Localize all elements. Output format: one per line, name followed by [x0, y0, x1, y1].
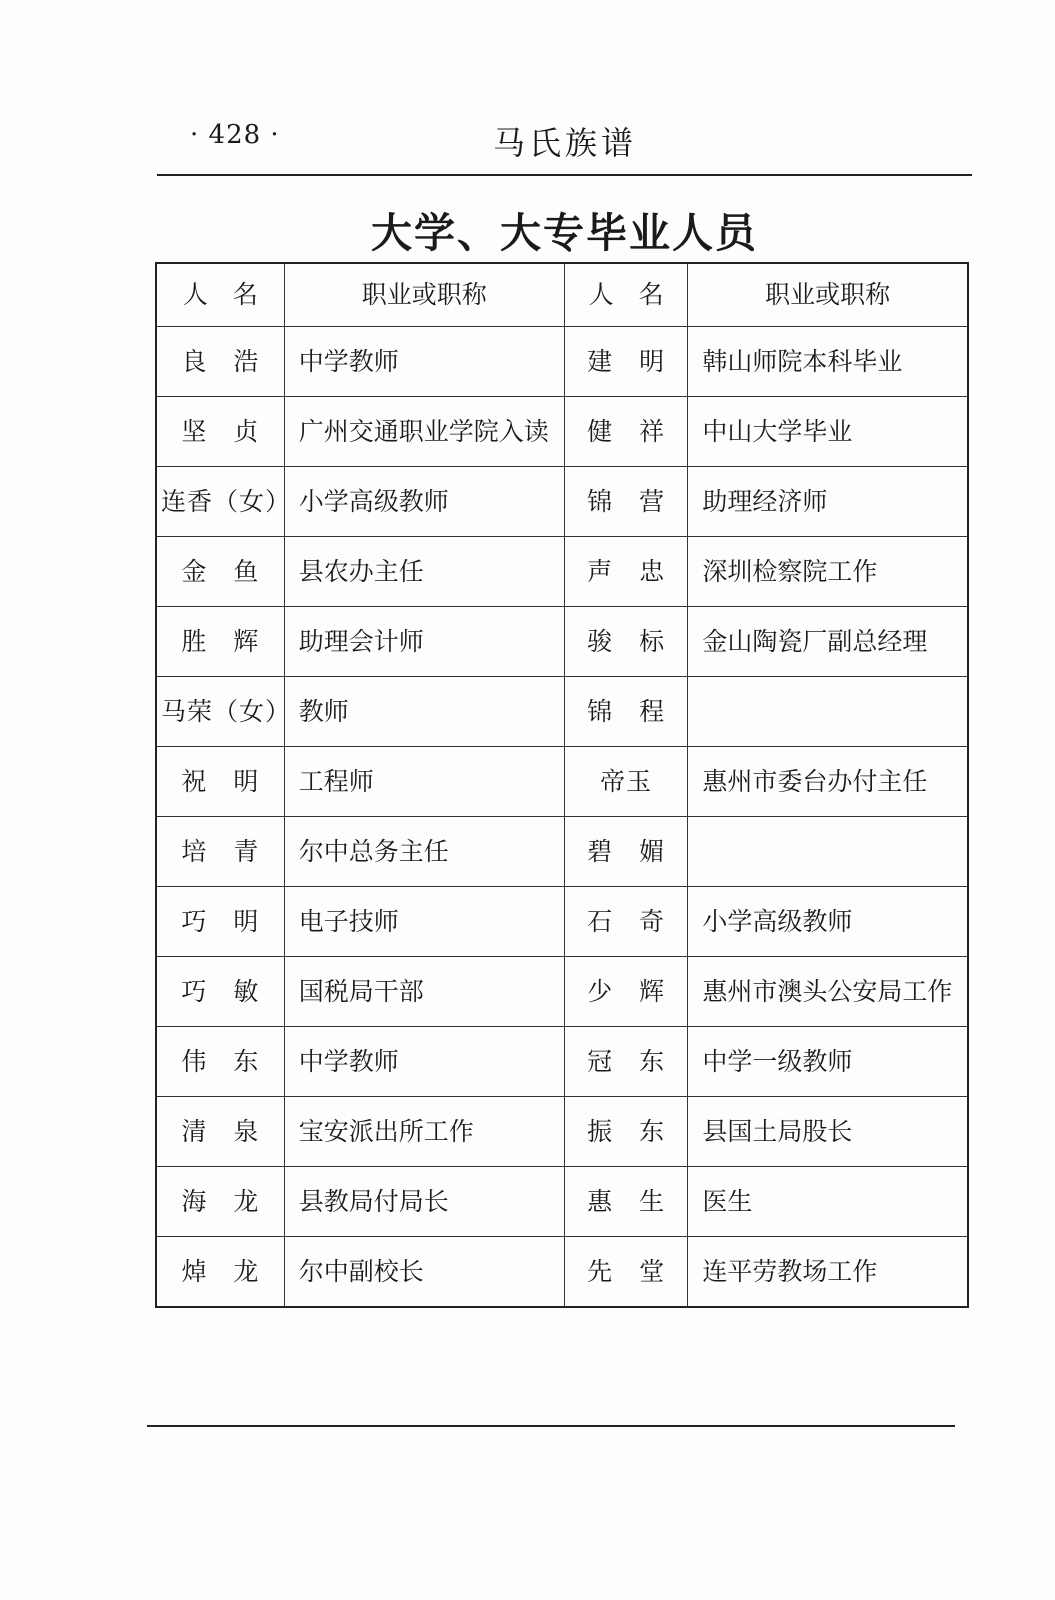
occupation-right: 韩山师院本科毕业 [688, 327, 968, 397]
occupation-left: 工程师 [284, 747, 564, 817]
occupation-left: 中学教师 [284, 327, 564, 397]
table-body [156, 327, 968, 1308]
person-name-left: 马荣（女） [156, 677, 284, 747]
person-name-right: 碧 媚 [564, 817, 687, 887]
occupation-right: 县国土局股长 [688, 1097, 968, 1167]
table-row [156, 607, 968, 677]
section-title: 大学、大专毕业人员 [371, 209, 758, 257]
footer-rule [147, 1425, 955, 1427]
table-row [156, 1167, 968, 1237]
occupation-right: 惠州市委台办付主任 [688, 747, 968, 817]
occupation-right [688, 677, 968, 747]
person-name-right: 石 奇 [564, 887, 687, 957]
person-name-right: 骏 标 [564, 607, 687, 677]
table-row [156, 1027, 968, 1097]
occupation-right: 深圳检察院工作 [688, 537, 968, 607]
header-name-right: 人 名 [564, 263, 687, 327]
table-row [156, 327, 968, 397]
occupation-right: 连平劳教场工作 [688, 1237, 968, 1308]
occupation-left: 小学高级教师 [284, 467, 564, 537]
occupation-right: 金山陶瓷厂副总经理 [688, 607, 968, 677]
occupation-right: 中学一级教师 [688, 1027, 968, 1097]
person-name-right: 健 祥 [564, 397, 687, 467]
occupation-right [688, 817, 968, 887]
occupation-left: 尔中总务主任 [284, 817, 564, 887]
occupation-left: 中学教师 [284, 1027, 564, 1097]
person-name-left: 连香（女） [156, 467, 284, 537]
table-row [156, 957, 968, 1027]
occupation-right: 中山大学毕业 [688, 397, 968, 467]
occupation-right: 助理经济师 [688, 467, 968, 537]
occupation-left: 尔中副校长 [284, 1237, 564, 1308]
occupation-left: 广州交通职业学院入读 [284, 397, 564, 467]
table-row [156, 537, 968, 607]
header-rule [157, 174, 972, 176]
person-name-right: 振 东 [564, 1097, 687, 1167]
occupation-left: 宝安派出所工作 [284, 1097, 564, 1167]
page-number: · 428 · [190, 120, 280, 150]
person-name-right: 冠 东 [564, 1027, 687, 1097]
person-name-left: 海 龙 [156, 1167, 284, 1237]
table-row [156, 1237, 968, 1308]
person-name-right: 声 忠 [564, 537, 687, 607]
table-row [156, 677, 968, 747]
person-name-right: 建 明 [564, 327, 687, 397]
person-name-left: 培 青 [156, 817, 284, 887]
table-row [156, 817, 968, 887]
person-name-right: 锦 程 [564, 677, 687, 747]
occupation-left: 教师 [284, 677, 564, 747]
occupation-right: 小学高级教师 [688, 887, 968, 957]
person-name-left: 胜 辉 [156, 607, 284, 677]
header-name-left: 人 名 [156, 263, 284, 327]
running-title: 马氏族谱 [492, 124, 637, 162]
table-row [156, 1097, 968, 1167]
occupation-left: 县教局付局长 [284, 1167, 564, 1237]
occupation-right: 医生 [688, 1167, 968, 1237]
occupation-right: 惠州市澳头公安局工作 [688, 957, 968, 1027]
occupation-left: 国税局干部 [284, 957, 564, 1027]
person-name-right: 少 辉 [564, 957, 687, 1027]
person-name-left: 坚 贞 [156, 397, 284, 467]
person-name-right: 先 堂 [564, 1237, 687, 1308]
occupation-left: 电子技师 [284, 887, 564, 957]
table-row [156, 397, 968, 467]
graduates-table [155, 262, 969, 1308]
table-header-row [156, 263, 968, 327]
person-name-left: 巧 明 [156, 887, 284, 957]
person-name-right: 锦 营 [564, 467, 687, 537]
table-row [156, 467, 968, 537]
table-row [156, 887, 968, 957]
header-job-right: 职业或职称 [688, 263, 968, 327]
person-name-left: 祝 明 [156, 747, 284, 817]
person-name-left: 清 泉 [156, 1097, 284, 1167]
occupation-left: 助理会计师 [284, 607, 564, 677]
person-name-right: 惠 生 [564, 1167, 687, 1237]
person-name-left: 良 浩 [156, 327, 284, 397]
person-name-left: 金 鱼 [156, 537, 284, 607]
occupation-left: 县农办主任 [284, 537, 564, 607]
person-name-left: 巧 敏 [156, 957, 284, 1027]
table-row [156, 747, 968, 817]
person-name-right: 帝玉 [564, 747, 687, 817]
header-job-left: 职业或职称 [284, 263, 564, 327]
person-name-left: 焯 龙 [156, 1237, 284, 1308]
person-name-left: 伟 东 [156, 1027, 284, 1097]
